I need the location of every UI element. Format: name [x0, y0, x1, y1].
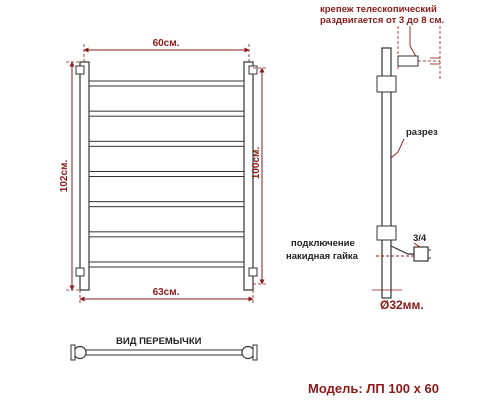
connection-nut	[414, 247, 428, 261]
crossbar-view	[71, 336, 257, 360]
width-bottom-label: 63см.	[152, 287, 180, 298]
rung	[89, 111, 244, 116]
rung	[89, 262, 244, 267]
rung	[89, 232, 244, 237]
rungs	[89, 81, 244, 267]
side-view	[286, 4, 444, 312]
side-clamp-top	[377, 76, 396, 92]
mount-note-line2: раздвигается от 3 до 8 см.	[320, 15, 445, 26]
height-inner-label: 100см.	[251, 146, 262, 180]
crossbar-label: ВИД ПЕРЕМЫЧКИ	[116, 336, 202, 347]
pipe-diameter-label: Ø32мм.	[380, 298, 424, 312]
connection-line1: подключение	[291, 238, 355, 249]
model-label: Модель: ЛП 100 x 60	[308, 381, 439, 396]
connection-line2: накидная гайка	[286, 251, 358, 262]
thread-label: 3/4	[413, 233, 427, 244]
mount-bracket-bottom-left	[76, 268, 84, 276]
rung	[89, 202, 244, 207]
width-top-label: 60см.	[152, 38, 180, 49]
mount-bracket-bottom-right	[249, 268, 257, 276]
section-label: разрез	[406, 127, 438, 138]
front-view	[59, 38, 268, 305]
rung	[89, 81, 244, 86]
left-post	[80, 62, 89, 290]
mount-note-line1: крепеж телескопический	[320, 4, 437, 15]
height-outer-label: 102см.	[59, 159, 70, 193]
rung	[89, 172, 244, 177]
wall-mount	[398, 56, 418, 66]
rung	[89, 141, 244, 146]
mount-bracket-top-left	[76, 66, 84, 74]
side-clamp-bottom	[377, 226, 396, 240]
mount-bracket-top-right	[249, 66, 257, 74]
